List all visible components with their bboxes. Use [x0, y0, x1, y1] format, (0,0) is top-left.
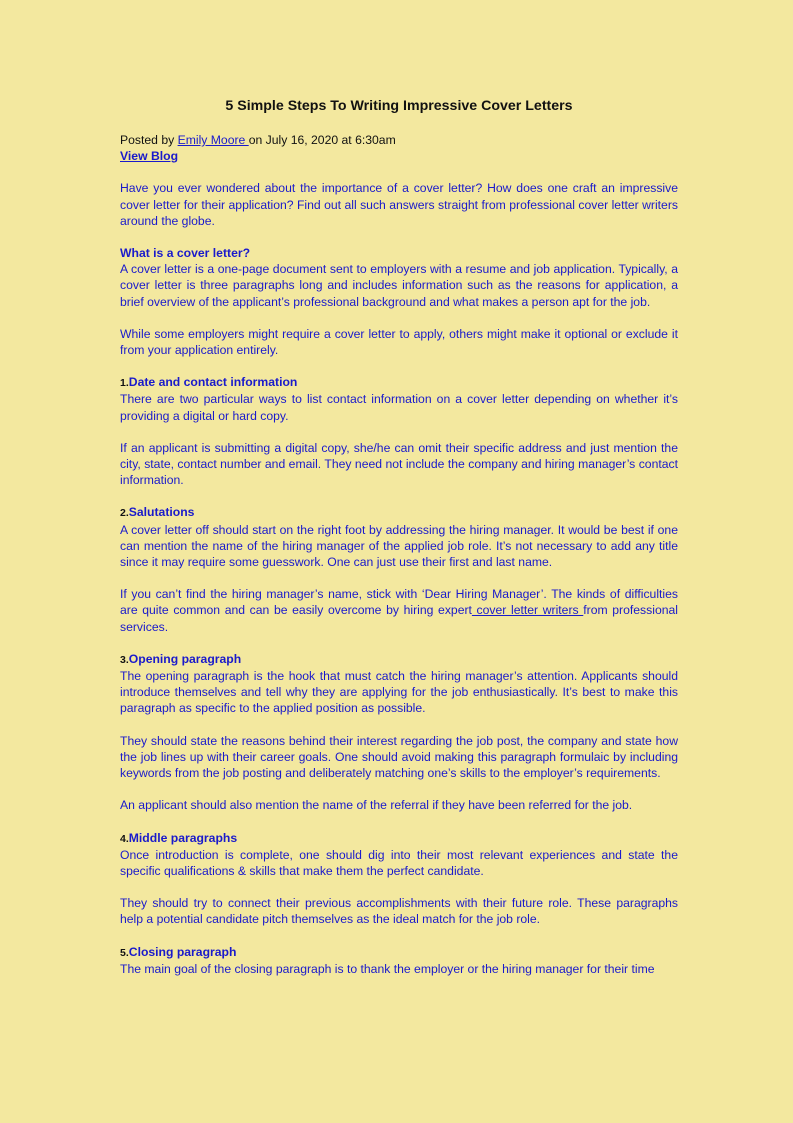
article-body [120, 96, 678, 993]
section-4-paragraph-2: They should try to connect their previous accomplishments with their future role. These paragraphs help a potential candidate pitch themselves as the ideal match for the job role. [120, 896, 678, 927]
section-number: 1. [120, 377, 129, 390]
what-is-heading: What is a cover letter? [120, 246, 251, 261]
author-link[interactable]: Emily Moore [177, 133, 249, 147]
section-2-paragraph-2 [120, 586, 678, 635]
section-title: Date and contact information [128, 375, 298, 390]
section-number: 3. [120, 653, 129, 666]
section-3-paragraph-2: They should state the reasons behind their interest regarding the job post, the company and state how the job lines up with their career goals. One should avoid making this paragraph formulaic by including keywords from the job posting and deliberately matching one’s skills to the employer’s requirements. [120, 733, 678, 781]
section-number: 5. [120, 946, 129, 959]
section-3-paragraph-3: An applicant should also mention the name of the referral if they have been referred for the job. [120, 798, 633, 813]
section-1-heading [120, 374, 678, 391]
section-1-paragraph-1: There are two particular ways to list contact information on a cover letter depending on whether it’s providing a digital or hard copy. [120, 392, 678, 423]
section-title: Closing paragraph [128, 944, 237, 959]
section-3-heading [120, 651, 678, 668]
view-blog-link[interactable]: View Blog [120, 149, 179, 164]
paragraph-text: If you can’t find the hiring manager’s name, stick with ‘Dear Hiring Manager’. The kinds of difficulties are quite common and can be easily overcome by hiring expert [120, 587, 678, 618]
post-meta [120, 132, 678, 148]
what-is-paragraph-1: A cover letter is a one-page document sent to employers with a resume and job application. Typically, a cover letter is three paragraphs long and includes information such as the reasons for application, a brief overview of the applicant’s professional background and what makes a person apt for the job. [120, 262, 678, 309]
section-4-heading [120, 830, 678, 847]
section-title: Salutations [128, 505, 195, 520]
paragraph-text: from professional services. [120, 603, 678, 634]
article-title: 5 Simple Steps To Writing Impressive Cover Letters [225, 98, 573, 114]
what-is-paragraph-2: While some employers might require a cover letter to apply, others might make it optional or exclude it from your application entirely. [120, 326, 678, 358]
section-5-heading [120, 944, 678, 961]
section-number: 2. [120, 507, 129, 520]
section-2-paragraph-1: A cover letter off should start on the right foot by addressing the hiring manager. It would be best if one can mention the name of the hiring manager of the applied job role. It’s not necessary to add any title since it may require some guesswork. One can just use their first and last name. [120, 522, 678, 570]
posted-by-label: Posted by [120, 133, 178, 147]
section-number: 4. [120, 832, 129, 845]
intro-paragraph: Have you ever wondered about the importance of a cover letter? How does one craft an impressive cover letter for their application? Find out all such answers straight from professional cover letter writers around the globe. [120, 181, 678, 228]
section-title: Opening paragraph [128, 651, 242, 666]
section-5-paragraph-1: The main goal of the closing paragraph is to thank the employer or the hiring manager for their time [120, 961, 655, 976]
section-2-heading [120, 504, 678, 521]
section-3-paragraph-1: The opening paragraph is the hook that must catch the hiring manager’s attention. Applicants should introduce themselves and tell why they are applying for the job enthusiastically. It’s best to make this paragraph as specific to the applied position as possible. [120, 669, 678, 716]
cover-letter-writers-link[interactable]: cover letter writers [471, 603, 584, 618]
section-title: Middle paragraphs [128, 830, 238, 845]
section-4-paragraph-1: Once introduction is complete, one should dig into their most relevant experiences and state the specific qualifications & skills that make them the perfect candidate. [120, 847, 678, 878]
section-1-paragraph-2: If an applicant is submitting a digital copy, she/he can omit their specific address and just mention the city, state, contact number and email. They need not include the company and hiring manager’s contact information. [120, 440, 678, 488]
posted-date: on July 16, 2020 at 6:30am [248, 133, 396, 147]
